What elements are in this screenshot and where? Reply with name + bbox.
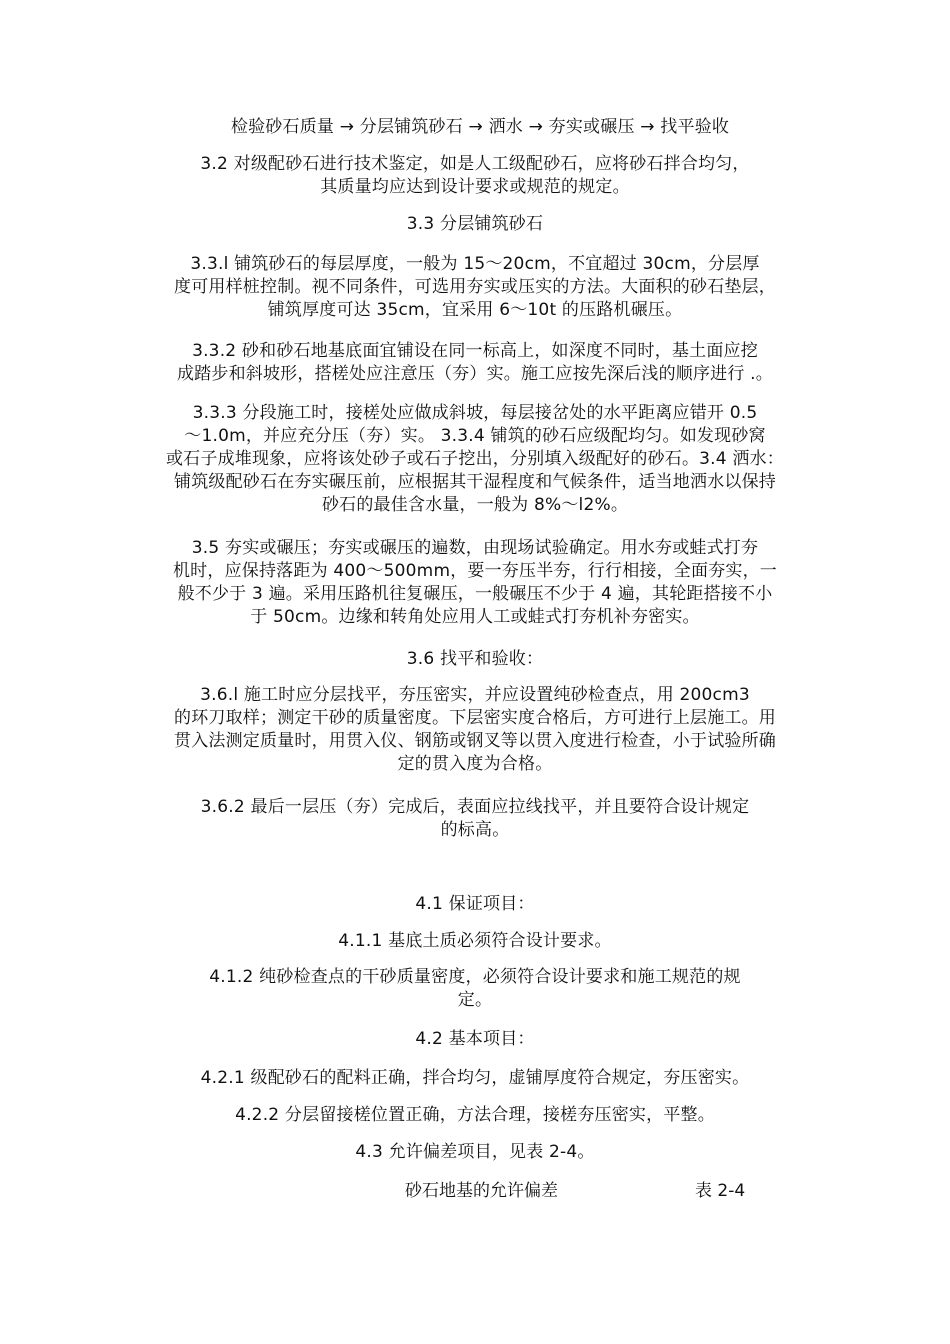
process-flow-line: 检验砂石质量 → 分层铺筑砂石 → 洒水 → 夯实或碾压 → 找平验收 — [230, 117, 730, 137]
text-line: 3.3.3 分段施工时，接槎处应做成斜坡，每层接岔处的水平距离应错开 0.5 — [192, 403, 758, 423]
text-line: 3.6.l 施工时应分层找平，夯压密实，并应设置纯砂检查点，用 200cm3 — [200, 685, 750, 705]
text-line: 3.3.2 砂和砂石地基底面宜铺设在同一标高上，如深度不同时，基土面应挖 — [192, 341, 758, 361]
text-line: 定。 — [457, 990, 493, 1010]
text-line: 砂石的最佳含水量，一般为 8%～l2%。 — [321, 495, 629, 515]
paragraph-4-1-1 — [140, 930, 810, 953]
text-line: 3.3.l 铺筑砂石的每层厚度，一般为 15～20cm，不宜超过 30cm，分层厚 — [190, 254, 760, 274]
heading-3-6 — [140, 648, 810, 671]
paragraph-4-2-2 — [140, 1104, 810, 1127]
process-flow — [120, 116, 840, 139]
heading-4-1 — [140, 893, 810, 916]
section-heading: 4.1 保证项目： — [415, 894, 535, 914]
text-line: ～1.0m，并应充分压（夯）实。 3.3.4 铺筑的砂石应级配均匀。如发现砂窝 — [184, 426, 766, 446]
section-heading: 3.6 找平和验收： — [406, 649, 544, 669]
text-line: 铺筑级配砂石在夯实碾压前，应根据其干湿程度和气候条件，适当地洒水以保持 — [174, 472, 776, 492]
text-line: 度可用样桩控制。视不同条件，可选用夯实或压实的方法。大面积的砂石垫层， — [174, 277, 776, 297]
text-line: 4.1.2 纯砂检查点的干砂质量密度，必须符合设计要求和施工规范的规 — [209, 967, 741, 987]
text-line: 3.2 对级配砂石进行技术鉴定，如是人工级配砂石，应将砂石拌合均匀， — [200, 154, 750, 174]
text-line: 贯入法测定质量时，用贯入仪、钢筋或钢叉等以贯入度进行检查，小于试验所确 — [174, 731, 776, 751]
heading-3-3 — [140, 213, 810, 236]
section-heading: 3.3 分层铺筑砂石 — [406, 214, 544, 234]
text-line: 4.1.1 基底土质必须符合设计要求。 — [338, 931, 612, 951]
text-line: 定的贯入度为合格。 — [397, 754, 553, 774]
text-line: 机时，应保持落距为 400～500mm，要一夯压半夯，行行相接，全面夯实，一 — [172, 561, 778, 581]
text-line: 4.2.2 分层留接槎位置正确，方法合理，接槎夯压密实，平整。 — [235, 1105, 715, 1125]
paragraph-3-6-2 — [140, 796, 810, 842]
paragraph-3-3-3 — [140, 402, 810, 517]
text-line: 3.5 夯实或碾压；夯实或碾压的遍数，由现场试验确定。用水夯或蛙式打夯 — [191, 538, 759, 558]
table-title: 砂石地基的允许偏差 — [405, 1181, 558, 1201]
text-line: 的环刀取样；测定干砂的质量密度。下层密实度合格后，方可进行上层施工。用 — [174, 708, 776, 728]
text-line: 成踏步和斜坡形，搭槎处应注意压（夯）实。施工应按先深后浅的顺序进行 .。 — [176, 364, 773, 384]
paragraph-3-5 — [140, 537, 810, 629]
text-line: 于 50cm。边缘和转角处应用人工或蛙式打夯机补夯密实。 — [250, 607, 700, 627]
text-line: 3.6.2 最后一层压（夯）完成后，表面应拉线找平，并且要符合设计规定 — [200, 797, 750, 817]
heading-4-2 — [140, 1028, 810, 1051]
paragraph-3-3-2 — [140, 340, 810, 386]
text-line: 4.2.1 级配砂石的配料正确，拌合均匀，虚铺厚度符合规定，夯压密实。 — [200, 1068, 750, 1088]
text-line: 般不少于 3 遍。采用压路机往复碾压，一般碾压不少于 4 遍，其轮距搭接不小 — [177, 584, 773, 604]
text-line: 其质量均应达到设计要求或规范的规定。 — [320, 177, 630, 197]
text-line: 4.3 允许偏差项目，见表 2-4。 — [355, 1142, 595, 1162]
paragraph-3-6-1 — [140, 684, 810, 776]
section-heading: 4.2 基本项目： — [415, 1029, 535, 1049]
paragraph-4-2-1 — [140, 1067, 810, 1090]
text-line: 或石子成堆现象，应将该处砂子或石子挖出，分别填入级配好的砂石。3.4 洒水： — [165, 449, 785, 469]
paragraph-3-2 — [140, 153, 810, 199]
paragraph-3-3-1 — [140, 253, 810, 322]
paragraph-4-1-2 — [140, 966, 810, 1012]
text-line: 的标高。 — [440, 820, 510, 840]
table-number: 表 2-4 — [695, 1181, 746, 1201]
text-line: 铺筑厚度可达 35cm，宜采用 6～10t 的压路机碾压。 — [267, 300, 683, 320]
paragraph-4-3 — [140, 1141, 810, 1164]
